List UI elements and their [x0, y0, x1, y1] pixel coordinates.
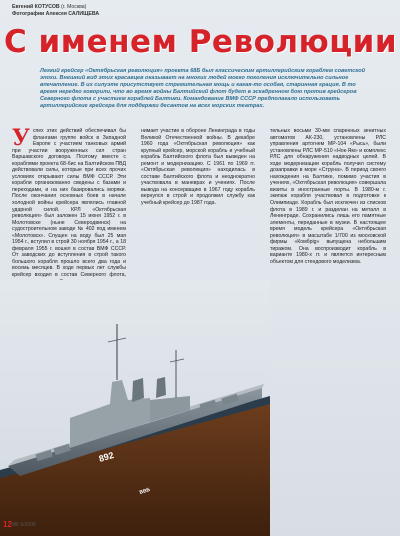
- author-credit: [12, 4, 99, 11]
- issue-footer: МК 6/2006: [12, 522, 36, 528]
- text-column-3: [270, 128, 386, 513]
- stern-marking: ВВБ: [138, 487, 151, 496]
- text-column-2: [141, 128, 255, 276]
- article-credits: [12, 4, 99, 18]
- photo-credit: [12, 11, 99, 18]
- ship-model-photo: [0, 280, 270, 536]
- article-lead: Легкий крейсер «Октябрьская революция» проекта 68Б был классическим артиллерийским кораблем советской эпохи. Внешний вид этих красавцев оказывает на многих людей моего поколения исключительно сильное впечатление. В их силуэте присутствует стремительная мощь и какая-то особая, старинная грация. В то время нередко говорили, что во время войны Балтийский флот будет в эскадренном бою против крейсеров Северного флота с участием кораблей Балтики. Командование ВМФ СССР предполагало использовать артиллерийские крейсера для поддержки десантов на всех морских театрах.: [40, 68, 366, 110]
- column-2-text: нимает участие в обороне Ленинграда в годы Великой Отечественной войны. В декабре 1960 года «Октябрьская революция» как крупный крейсер, морской корабль и учебный корабль Балтийского флота был выведен на ремонт и модернизацию. С 1961 по 1969 гг. «Октябрьская революция» находилась в составе Балтийского флота и неоднократно участвовала в маневрах и учениях. После вывода на консервацию в 1967 году корабль вернулся в строй и продолжил службу как учебный крейсер до 1987 года.: [141, 128, 255, 207]
- cruiser-illustration: [0, 280, 270, 536]
- drop-cap: У: [12, 125, 30, 151]
- page-number: 12: [3, 520, 12, 529]
- hull-number: 892: [97, 449, 115, 464]
- article-headline: С именем Революции: [4, 24, 398, 60]
- author-name: Евгений КОТУСОВ: [12, 4, 60, 10]
- author-city: (г. Москва): [61, 4, 87, 10]
- column-1-text: спех этих действий обеспечивал бы флангами группе войск в Западной Европе с участием танковых армий при участии вооруженных сил стран Варшавского договора. Поэтому вместе с кораблями проекта 68-бис на Балтийском ПВД действовали силы, которые при всех прочих условиях открывают силы ВМФ СССР. Эти корабли организованно сведены с базами и переходами, и на них базировались моряки. После окончания основных боев в начале холодной войны крейсера являлись главной ударной силой. КРЛ «Октябрьская революция» был заложен 15 июня 1952 г. в Молотовске (ныне Северодвинск) на судостроительном заводе № 402 под именем «Молотовск». Спущен на воду был 25 мая 1954 г., вступил в строй 30 ноября 1954 г., а 18 февраля 1955 г. вошел в состав ВМФ СССР. От заводских до вступления в строй такого большого корабля прошло всего два года и восемь месяцев. В ходе первых лет службы крейсер входил в состав Северного флота,: [12, 128, 126, 279]
- photo-credit-label: Фотографии Алексея САЛИЩЕВА: [12, 11, 100, 17]
- column-3-text: тельных восьми 30-мм спаренных зенитных автоматов АК-230, установлены РЛС управления артогнем МР-104 «Рысь», были установлены РЛС МР-510 «Нок-Ям» и комплекс РЛС для обнаружения надводных целей. В ходе модернизации корабль получил систему дозаправки в море «Струна». В период своего нахождения на Балтике, помимо участия в учениях, «Октябрьская революция» совершала визиты в иностранные порты. В 1980-м г. экипаж корабля участвовал в подготовке к Олимпиаде. Корабль был исключен из списков флота в 1989 г. и разделан на металл в Ленинграде. Сохранились лишь его памятные элементы, переданные в музеи. В настоящее время модель крейсера «Октябрьская революция» в масштабе 1/700 из московской фирмы «Комбрig» выпущена небольшим тиражом. Она воспроизводит корабль в варианте 1980-х гг. и является интересным объектом для стендового моделизма.: [270, 128, 386, 265]
